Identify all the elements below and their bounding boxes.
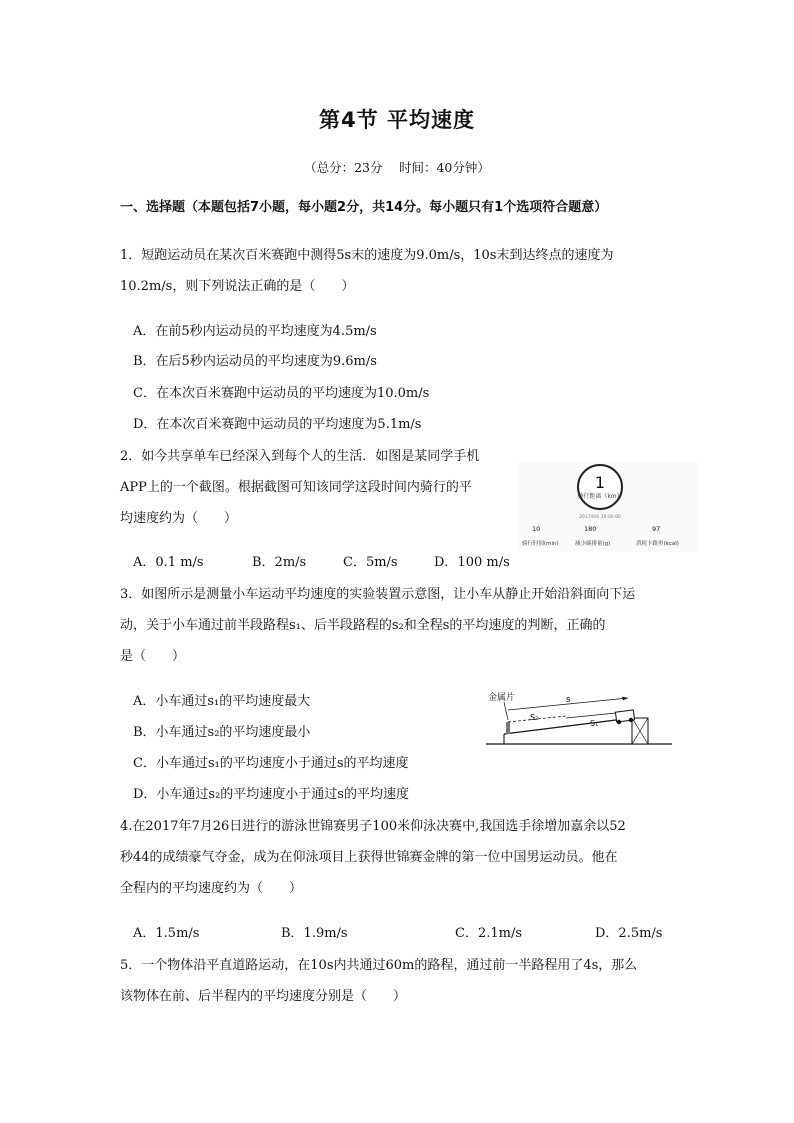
- metal-plate-pointer: [504, 702, 508, 720]
- question-5-line-2: 该物体在前、后半程内的平均速度分别是（ ）: [120, 989, 407, 1004]
- question-1-option-c: C．在本次百米赛跑中运动员的平均速度为10.0m/s: [133, 386, 430, 401]
- calorie-label: 消耗卡路里(kcal): [636, 541, 679, 547]
- cart-wheel-front: [629, 718, 633, 722]
- date-line: 2017/6/6 19:00:00: [579, 515, 621, 520]
- metal-plate-label: 金属片: [488, 693, 516, 703]
- question-4-line-2: 秒44的成绩豪气夺金，成为在仰泳项目上获得世锦赛金牌的第一位中国男运动员。他在: [120, 850, 618, 865]
- question-1-line-2: 10.2m/s，则下列说法正确的是（ ）: [120, 279, 355, 294]
- s1-label: S₁: [590, 719, 599, 728]
- question-3-line-1: 3．如图所示是测量小车运动平均速度的实验装置示意图，让小车从静止开始沿斜面向下运: [120, 587, 636, 602]
- question-2-line-1: 2．如今共享单车已经深入到每个人的生活．如图是某同学手机: [120, 449, 480, 464]
- question-3-option-b: B．小车通过s₂的平均速度最小: [133, 725, 311, 740]
- cart-wheel-rear: [617, 720, 621, 724]
- question-1-option-b: B．在后5秒内运动员的平均速度为9.6m/s: [133, 354, 377, 369]
- question-2-line-3: 均速度约为（ ）: [120, 511, 238, 526]
- question-2-option-c: C．5m/s: [343, 555, 398, 570]
- question-1-option-d: D．在本次百米赛跑中运动员的平均速度为5.1m/s: [133, 417, 422, 432]
- distance-label: 骑行距离（km）: [577, 493, 623, 500]
- s2-label: S₂: [530, 713, 539, 722]
- question-3-line-3: 是（ ）: [120, 649, 186, 664]
- s-arrow-head: [622, 697, 628, 701]
- question-4-line-1: 4.在2017年7月26日进行的游泳世锦赛男子100米仰泳决赛中,我国选手徐增加嘉余以52: [120, 819, 626, 834]
- question-2-option-a: A．0.1 m/s: [133, 555, 204, 570]
- question-2-line-2: APP上的一个截图。根据截图可知该同学这段时间内骑行的平: [120, 480, 472, 495]
- question-4-option-b: B．1.9m/s: [281, 926, 348, 941]
- question-1-line-1: 1．短跑运动员在某次百米赛跑中测得5s末的速度为9.0m/s，10s末到达终点的速度为: [120, 248, 614, 263]
- ride-time-value: 10: [532, 525, 541, 533]
- s1-arrow-line: [566, 713, 616, 718]
- app-screenshot-figure: [518, 462, 698, 552]
- ride-time-label: 骑行时间(min): [522, 541, 559, 547]
- carbon-value: 180: [584, 525, 597, 533]
- question-4-option-d: D．2.5m/s: [595, 926, 663, 941]
- page-title: 第4节 平均速度: [319, 108, 475, 132]
- question-3-line-2: 动，关于小车通过前半段路程s₁、后半段路程的s₂和全程s的平均速度的判断，正确的: [120, 618, 606, 633]
- question-3-option-d: D．小车通过s₂的平均速度小于通过s的平均速度: [133, 787, 409, 802]
- calorie-value: 97: [652, 525, 661, 533]
- metal-plate: [506, 722, 510, 734]
- question-2-option-d: D．100 m/s: [434, 555, 510, 570]
- question-3-option-a: A．小车通过s₁的平均速度最大: [133, 694, 311, 709]
- s-label: s: [566, 695, 571, 705]
- carbon-label: 减少碳排量(g): [575, 541, 611, 547]
- score-time-info: （总分：23分 时间：40分钟）: [304, 160, 490, 175]
- section-heading: 一、选择题（本题包括7小题，每小题2分，共14分。每小题只有1个选项符合题意）: [120, 200, 608, 215]
- question-3-option-c: C．小车通过s₁的平均速度小于通过s的平均速度: [133, 756, 409, 771]
- question-1-option-a: A．在前5秒内运动员的平均速度为4.5m/s: [133, 324, 377, 339]
- distance-value: 1: [594, 473, 606, 492]
- question-5-line-1: 5．一个物体沿平直道路运动，在10s内共通过60m的路程，通过前一半路程用了4s，那么: [120, 958, 638, 973]
- question-4-option-c: C．2.1m/s: [455, 926, 522, 941]
- question-2-option-b: B．2m/s: [252, 555, 307, 570]
- question-4-line-3: 全程内的平均速度约为（ ）: [120, 881, 303, 896]
- question-4-option-a: A．1.5m/s: [133, 926, 200, 941]
- incline-experiment-figure: [484, 688, 674, 748]
